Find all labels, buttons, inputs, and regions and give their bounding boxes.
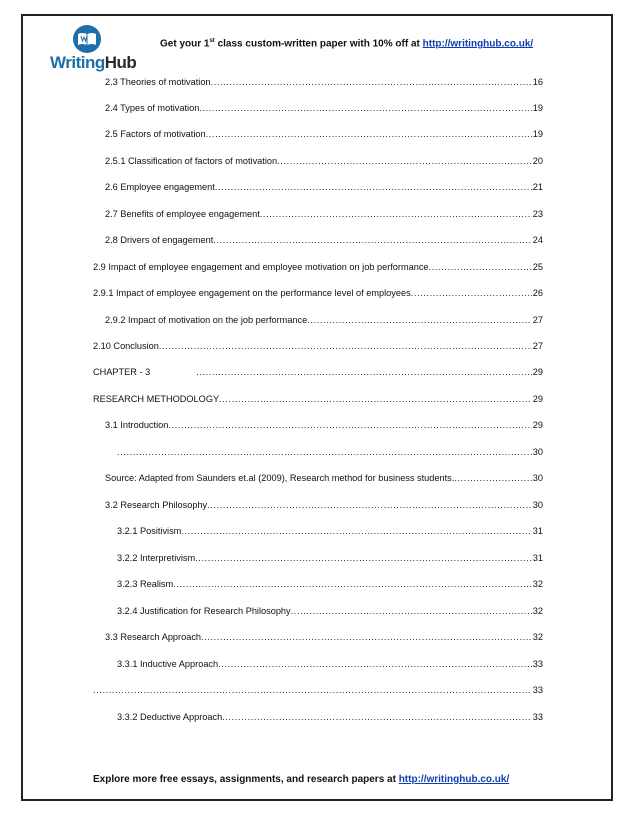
toc-page: 27 [532,341,543,351]
header-superscript: st [209,38,215,44]
toc-leader [181,526,531,536]
toc-entry[interactable] [93,367,543,379]
toc-leader [168,420,531,430]
toc-page: 29 [532,367,543,377]
toc-page: 19 [532,103,543,113]
toc-entry[interactable] [105,182,543,194]
toc-entry[interactable] [105,103,543,115]
toc-entry[interactable] [105,473,543,485]
header-link[interactable]: http://writinghub.co.uk/ [422,38,534,50]
toc-entry[interactable] [117,526,543,538]
footer-link[interactable]: http://writinghub.co.uk/ [398,774,510,785]
toc-entry[interactable] [105,156,543,168]
header-text-middle: class custom-written paper with 10% off at [214,38,423,50]
toc-leader [219,394,532,404]
toc-page: 24 [532,235,543,245]
toc-entry[interactable] [117,553,543,565]
toc-leader [213,235,531,245]
toc-title: 2.10 Conclusion [93,341,159,351]
toc-title: 2.5 Factors of motivation [105,129,206,139]
toc-entry[interactable] [117,606,543,618]
toc-page: 29 [532,420,543,430]
toc-title: 3.3.2 Deductive Approach [117,712,223,722]
toc-title: 3.2.1 Positivism [117,526,182,536]
toc-page: 32 [532,632,543,642]
toc-title: RESEARCH METHODOLOGY [93,394,220,404]
toc-leader [211,77,532,87]
toc-leader [218,659,532,669]
toc-page: 31 [532,553,543,563]
toc-entry[interactable] [117,712,543,724]
toc-page: 25 [532,262,543,272]
toc-page: 26 [532,288,543,298]
toc-title: 3.1 Introduction [105,420,169,430]
toc-leader [454,473,531,483]
toc-leader [173,579,532,589]
toc-leader [429,262,532,272]
toc-leader [222,712,532,722]
toc-page: 21 [532,182,543,192]
toc-leader [159,341,532,351]
toc-page: 31 [532,526,543,536]
toc-entry[interactable] [105,77,543,89]
toc-title: 3.3.1 Inductive Approach [117,659,219,669]
toc-page: 30 [532,500,543,510]
toc-leader [117,447,532,457]
toc-page: 32 [532,606,543,616]
toc-page: 23 [532,209,543,219]
toc-page: 20 [532,156,543,166]
toc-leader [215,182,532,192]
toc-page: 27 [532,315,543,325]
toc-title: 3.2.3 Realism [117,579,174,589]
toc-entry[interactable] [93,288,543,300]
toc-title: 3.2.2 Interpretivism [117,553,196,563]
toc-title: 2.6 Employee engagement [105,182,215,192]
toc-page: 16 [532,77,543,87]
toc-entry[interactable] [93,341,543,353]
header-text: Get your 1 [160,38,210,50]
toc-leader [277,156,532,166]
toc-entry[interactable] [93,685,543,697]
toc-leader [195,553,532,563]
toc-entry[interactable] [105,129,543,141]
toc-title: CHAPTER - 3 [93,367,151,377]
toc-title: 3.2.4 Justification for Research Philosophy [117,606,291,616]
toc-entry[interactable] [117,579,543,591]
toc-page: 30 [532,473,543,483]
toc-title: 2.9.2 Impact of motivation on the job performance [105,315,308,325]
toc-leader [206,129,532,139]
toc-page: 29 [532,394,543,404]
toc-page: 30 [532,447,543,457]
toc-leader [196,367,532,377]
toc-entry[interactable] [117,447,543,459]
toc-leader [260,209,532,219]
toc-title: 2.3 Theories of motivation [105,77,211,87]
toc-title: 3.3 Research Approach [105,632,202,642]
toc-title: 2.9 Impact of employee engagement and employee motivation on job performance [93,262,429,272]
toc-title: Source: Adapted from Saunders et.al (2009), Research method for business students. [105,473,455,483]
toc-entry[interactable] [105,500,543,512]
toc-title: 2.8 Drivers of engagement [105,235,214,245]
toc-leader [93,685,532,695]
toc-page: 33 [532,712,543,722]
toc-page: 32 [532,579,543,589]
toc-page: 33 [532,685,543,695]
toc-title: 3.2 Research Philosophy [105,500,208,510]
toc-entry[interactable] [93,394,543,406]
toc-leader [411,288,532,298]
toc-title: 2.9.1 Impact of employee engagement on the performance level of employees [93,288,411,298]
toc-title: 2.5.1 Classification of factors of motivation [105,156,278,166]
toc-entry[interactable] [117,659,543,671]
toc-page: 19 [532,129,543,139]
toc-title: 2.7 Benefits of employee engagement [105,209,260,219]
toc-leader [291,606,532,616]
toc-entry[interactable] [105,209,543,221]
toc-leader [307,315,532,325]
toc-entry[interactable] [93,262,543,274]
logo-wordmark: WritingHub [50,53,137,72]
footer-text: Explore more free essays, assignments, and research papers at [93,774,399,785]
toc-leader [207,500,532,510]
toc-entry[interactable] [105,235,543,247]
toc-entry[interactable] [105,632,543,644]
toc-entry[interactable] [105,420,543,432]
page-footer [93,774,509,785]
toc-leader [201,632,532,642]
toc-title: 2.4 Types of motivation [105,103,200,113]
toc-leader [199,103,531,113]
toc-page: 33 [532,659,543,669]
toc-entry[interactable] [105,315,543,327]
